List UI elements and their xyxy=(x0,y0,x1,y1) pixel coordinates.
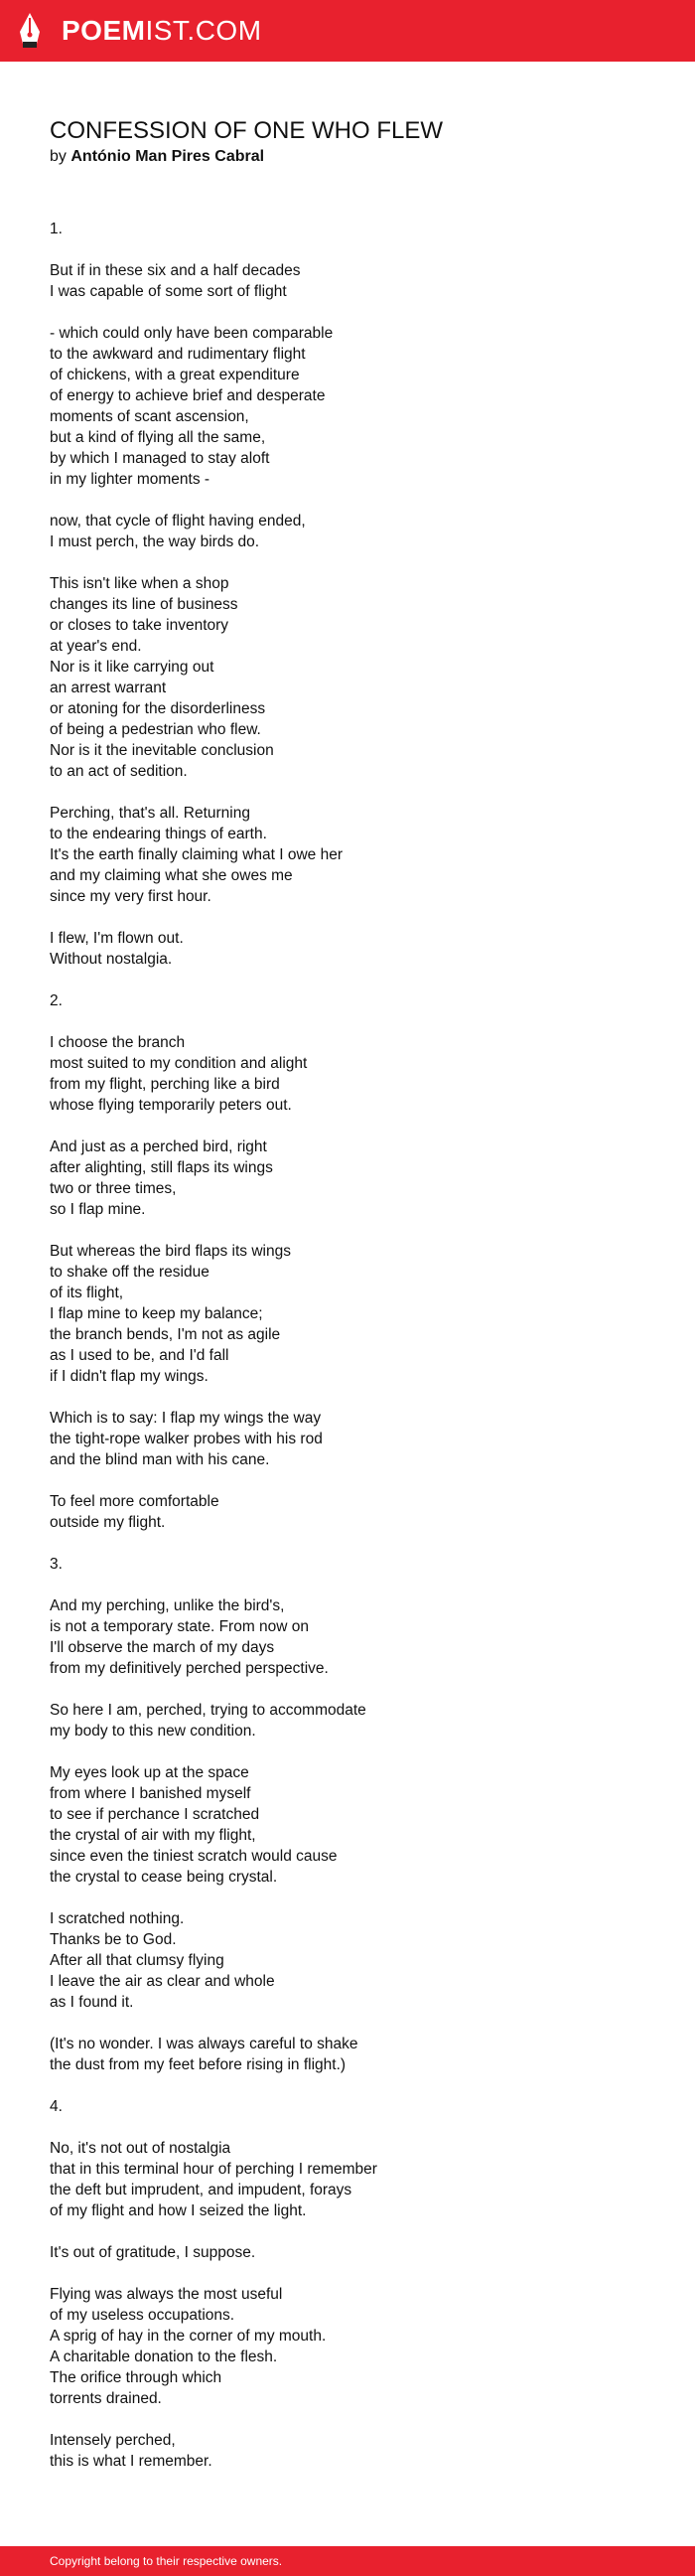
poem-line: Nor is it like carrying out xyxy=(50,659,214,676)
poem-line: changes its line of business xyxy=(50,596,238,613)
site-header xyxy=(0,0,695,62)
poem-line: This isn't like when a shop xyxy=(50,575,229,592)
poem-line: 3. xyxy=(50,1556,63,1573)
poem-line: The orifice through which xyxy=(50,2369,222,2386)
poem-line: I was capable of some sort of flight xyxy=(50,283,287,300)
byline-label: by xyxy=(50,148,67,165)
logo-brand-rest: IST.COM xyxy=(145,15,262,46)
poem-line: an arrest warrant xyxy=(50,680,167,696)
poem-line: I flap mine to keep my balance; xyxy=(50,1305,263,1322)
poem-line: two or three times, xyxy=(50,1180,177,1197)
poem-line: and my claiming what she owes me xyxy=(50,867,293,884)
poem-line: of being a pedestrian who flew. xyxy=(50,721,261,738)
poem-line: Perching, that's all. Returning xyxy=(50,805,250,822)
site-logo[interactable] xyxy=(62,14,262,48)
poem-line: And just as a perched bird, right xyxy=(50,1138,267,1155)
poem-line: Which is to say: I flap my wings the way xyxy=(50,1410,322,1427)
poem-line: It's the earth finally claiming what I owe her xyxy=(50,846,344,863)
poem-line: 1. xyxy=(50,221,63,237)
poem-body xyxy=(50,219,645,2493)
poem-line: outside my flight. xyxy=(50,1514,166,1531)
poem-stanza xyxy=(50,2096,645,2117)
poem-stanza xyxy=(50,2430,645,2472)
poem-stanza xyxy=(50,2284,645,2409)
poem-stanza xyxy=(50,260,645,302)
poem-line: 2. xyxy=(50,992,63,1009)
poem-line: from where I banished myself xyxy=(50,1785,251,1802)
poem-line: After all that clumsy flying xyxy=(50,1952,224,1969)
poem-line: as I found it. xyxy=(50,1994,134,2011)
poem-line: from my flight, perching like a bird xyxy=(50,1076,280,1093)
poem-line: Thanks be to God. xyxy=(50,1931,177,1948)
poem-line: after alighting, still flaps its wings xyxy=(50,1159,273,1176)
poem-line: the crystal of air with my flight, xyxy=(50,1827,256,1844)
poem-stanza xyxy=(50,1408,645,1470)
poem-line: of its flight, xyxy=(50,1285,124,1301)
poem-line: to an act of sedition. xyxy=(50,763,188,780)
poem-line: whose flying temporarily peters out. xyxy=(50,1097,292,1114)
poem-line: and the blind man with his cane. xyxy=(50,1451,270,1468)
poem-line: I'll observe the march of my days xyxy=(50,1639,275,1656)
pen-nib-icon[interactable] xyxy=(18,12,42,50)
poem-line: No, it's not out of nostalgia xyxy=(50,2140,231,2157)
poem-line: to the awkward and rudimentary flight xyxy=(50,346,306,363)
poem-stanza xyxy=(50,219,645,239)
poem-line: this is what I remember. xyxy=(50,2453,212,2470)
poem-line: that in this terminal hour of perching I remember xyxy=(50,2161,377,2178)
poem-line: the crystal to cease being crystal. xyxy=(50,1869,278,1886)
poem-stanza xyxy=(50,323,645,490)
poem-line: To feel more comfortable xyxy=(50,1493,219,1510)
poem-stanza xyxy=(50,1032,645,1116)
poem-line: the tight-rope walker probes with his rod xyxy=(50,1431,323,1447)
poem-line: as I used to be, and I'd fall xyxy=(50,1347,229,1364)
poem-stanza xyxy=(50,1136,645,1220)
logo-brand-bold: POEM xyxy=(62,15,146,46)
poem-line: now, that cycle of flight having ended, xyxy=(50,513,306,530)
poem-line: And my perching, unlike the bird's, xyxy=(50,1597,285,1614)
poem-line: by which I managed to stay aloft xyxy=(50,450,270,467)
poem-line: torrents drained. xyxy=(50,2390,162,2407)
poem-stanza xyxy=(50,2242,645,2263)
poem-line: so I flap mine. xyxy=(50,1201,146,1218)
poem-stanza xyxy=(50,1762,645,1888)
poem-line: the deft but imprudent, and impudent, forays xyxy=(50,2182,352,2198)
poem-stanza xyxy=(50,1554,645,1575)
poem-byline xyxy=(50,147,264,167)
poem-line: I flew, I'm flown out. xyxy=(50,930,184,947)
poem-stanza xyxy=(50,511,645,552)
poem-line: of my flight and how I seized the light. xyxy=(50,2202,307,2219)
poem-line: A sprig of hay in the corner of my mouth. xyxy=(50,2328,327,2345)
poem-line: since even the tiniest scratch would cause xyxy=(50,1848,338,1865)
poem-line: Nor is it the inevitable conclusion xyxy=(50,742,274,759)
poem-stanza xyxy=(50,1908,645,2013)
poem-line: the branch bends, I'm not as agile xyxy=(50,1326,281,1343)
poem-line: A charitable donation to the flesh. xyxy=(50,2349,278,2365)
poem-line: (It's no wonder. I was always careful to shake xyxy=(50,2036,358,2052)
poem-line: of my useless occupations. xyxy=(50,2307,235,2324)
poem-line: but a kind of flying all the same, xyxy=(50,429,266,446)
poem-line: if I didn't flap my wings. xyxy=(50,1368,208,1385)
poem-line: Intensely perched, xyxy=(50,2432,176,2449)
poem-line: the dust from my feet before rising in flight.) xyxy=(50,2056,347,2073)
poem-line: to see if perchance I scratched xyxy=(50,1806,260,1823)
poem-stanza xyxy=(50,1595,645,1679)
poem-line: to the endearing things of earth. xyxy=(50,826,267,842)
poem-stanza xyxy=(50,2034,645,2075)
poem-line: to shake off the residue xyxy=(50,1264,209,1281)
site-footer xyxy=(0,2546,695,2576)
poem-line: or atoning for the disorderliness xyxy=(50,700,266,717)
poem-line: my body to this new condition. xyxy=(50,1723,256,1740)
poem-line: moments of scant ascension, xyxy=(50,408,249,425)
poem-line: But if in these six and a half decades xyxy=(50,262,301,279)
poem-line: in my lighter moments - xyxy=(50,471,210,488)
poem-stanza xyxy=(50,1491,645,1533)
poem-stanza xyxy=(50,803,645,907)
poem-line: or closes to take inventory xyxy=(50,617,229,634)
poem-line: I leave the air as clear and whole xyxy=(50,1973,275,1990)
poem-line: Flying was always the most useful xyxy=(50,2286,283,2303)
poem-line: is not a temporary state. From now on xyxy=(50,1618,310,1635)
poem-line: from my definitively perched perspective. xyxy=(50,1660,329,1677)
poem-stanza xyxy=(50,2138,645,2221)
poem-stanza xyxy=(50,928,645,970)
poem-line: of chickens, with a great expenditure xyxy=(50,367,300,383)
poem-line: I scratched nothing. xyxy=(50,1910,185,1927)
poem-line: - which could only have been comparable xyxy=(50,325,334,342)
poem-stanza xyxy=(50,573,645,782)
copyright-notice: Copyright belong to their respective owners. xyxy=(50,2554,283,2568)
poem-stanza xyxy=(50,1700,645,1742)
poem-line: But whereas the bird flaps its wings xyxy=(50,1243,291,1260)
poem-author: António Man Pires Cabral xyxy=(70,148,265,165)
poem-line: at year's end. xyxy=(50,638,142,655)
poem-title: CONFESSION OF ONE WHO FLEW xyxy=(50,117,444,144)
poem-line: since my very first hour. xyxy=(50,888,211,905)
poem-line: of energy to achieve brief and desperate xyxy=(50,387,326,404)
poem-line: So here I am, perched, trying to accommodate xyxy=(50,1702,366,1719)
poem-line: I choose the branch xyxy=(50,1034,186,1051)
poem-line: I must perch, the way birds do. xyxy=(50,533,260,550)
poem-line: It's out of gratitude, I suppose. xyxy=(50,2244,256,2261)
poem-line: My eyes look up at the space xyxy=(50,1764,249,1781)
poem-stanza xyxy=(50,1241,645,1387)
poem-line: 4. xyxy=(50,2098,63,2115)
poem-line: Without nostalgia. xyxy=(50,951,173,968)
poem-line: most suited to my condition and alight xyxy=(50,1055,308,1072)
poem-stanza xyxy=(50,990,645,1011)
